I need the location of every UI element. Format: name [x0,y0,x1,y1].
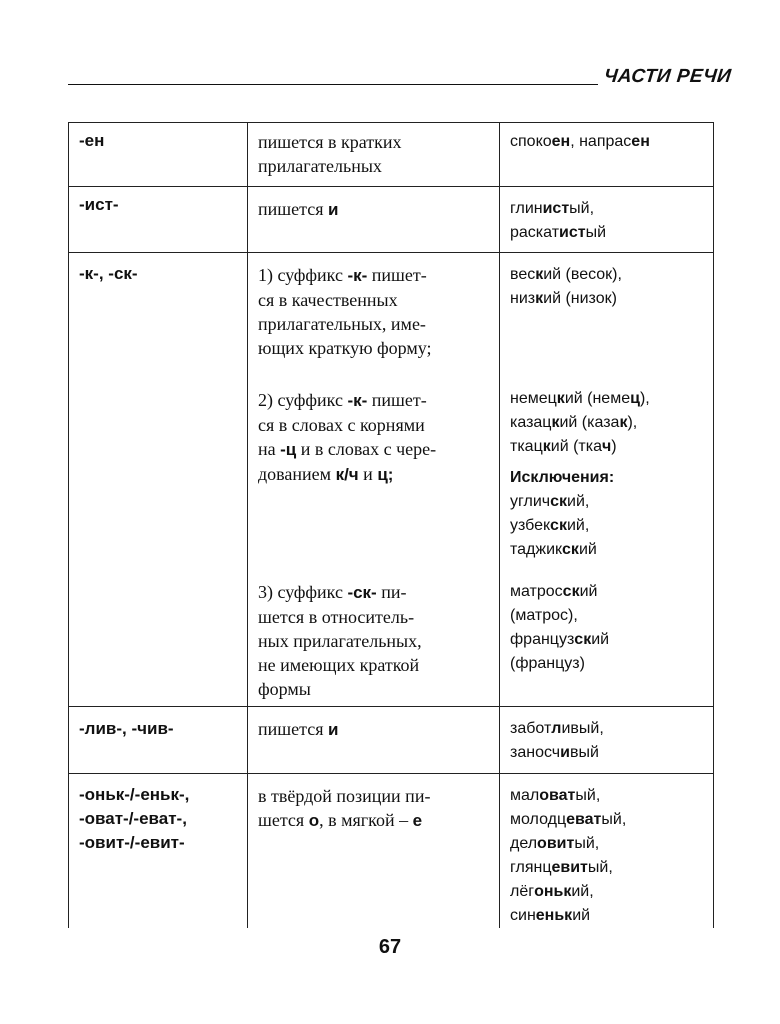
table-row [69,123,714,187]
suffix-cell: -оньк-/-еньк-, -оват-/-еват-, -овит-/-евит- [79,785,190,852]
example-2: немецкий (немец), казацкий (казак), ткацкий (ткач) [510,390,650,455]
suffix-cell: -лив-, -чив- [79,719,174,738]
rule-cell [248,123,499,178]
rule-cell: в твёрдой позиции пи- шется о, в мягкой – е [258,786,431,830]
table-row [69,774,714,929]
rule-2: 2) суффикс -к- пишет- ся в словах с корнями на -ц и в словах с чере- дованием к/ч и ц; [258,390,437,484]
table-row [69,253,714,707]
example-cell: заботливый, заносчивый [510,720,604,761]
rule-cell: пишется и [258,199,339,219]
example-cell: маловатый, молодцеватый, деловитый, глянцевитый, лёгонький, синенький [510,787,627,924]
example-cell: спокоен, напрасен [510,133,650,150]
section-title: ЧАСТИ РЕЧИ [602,66,733,87]
rule-3: 3) суффикс -ск- пи- шется в относитель- ных прилагательных, не имеющих краткой формы [258,582,422,699]
rule-1: 1) суффикс -к- пишет- ся в качественных прилагательных, име- ющих краткую форму; [258,265,432,358]
example-3: матросский (матрос), французский (француз) [510,583,610,672]
rule-text: пишется в кратких прилагательных [258,132,402,176]
table-row [69,707,714,774]
page-number: 67 [378,936,402,958]
exceptions: Исключения: угличский, узбекский, таджикский [510,469,615,558]
suffix-table [68,122,714,928]
suffix-cell: -ист- [79,195,119,214]
table-row [69,187,714,253]
suffix-cell: -к-, -ск- [79,264,138,283]
rule-cell: пишется и [258,719,339,739]
suffix-cell: -ен [79,131,105,150]
example-1: веский (весок), низкий (низок) [510,266,622,307]
example-cell: глинистый, раскатистый [510,200,607,241]
header-rule [68,84,598,85]
